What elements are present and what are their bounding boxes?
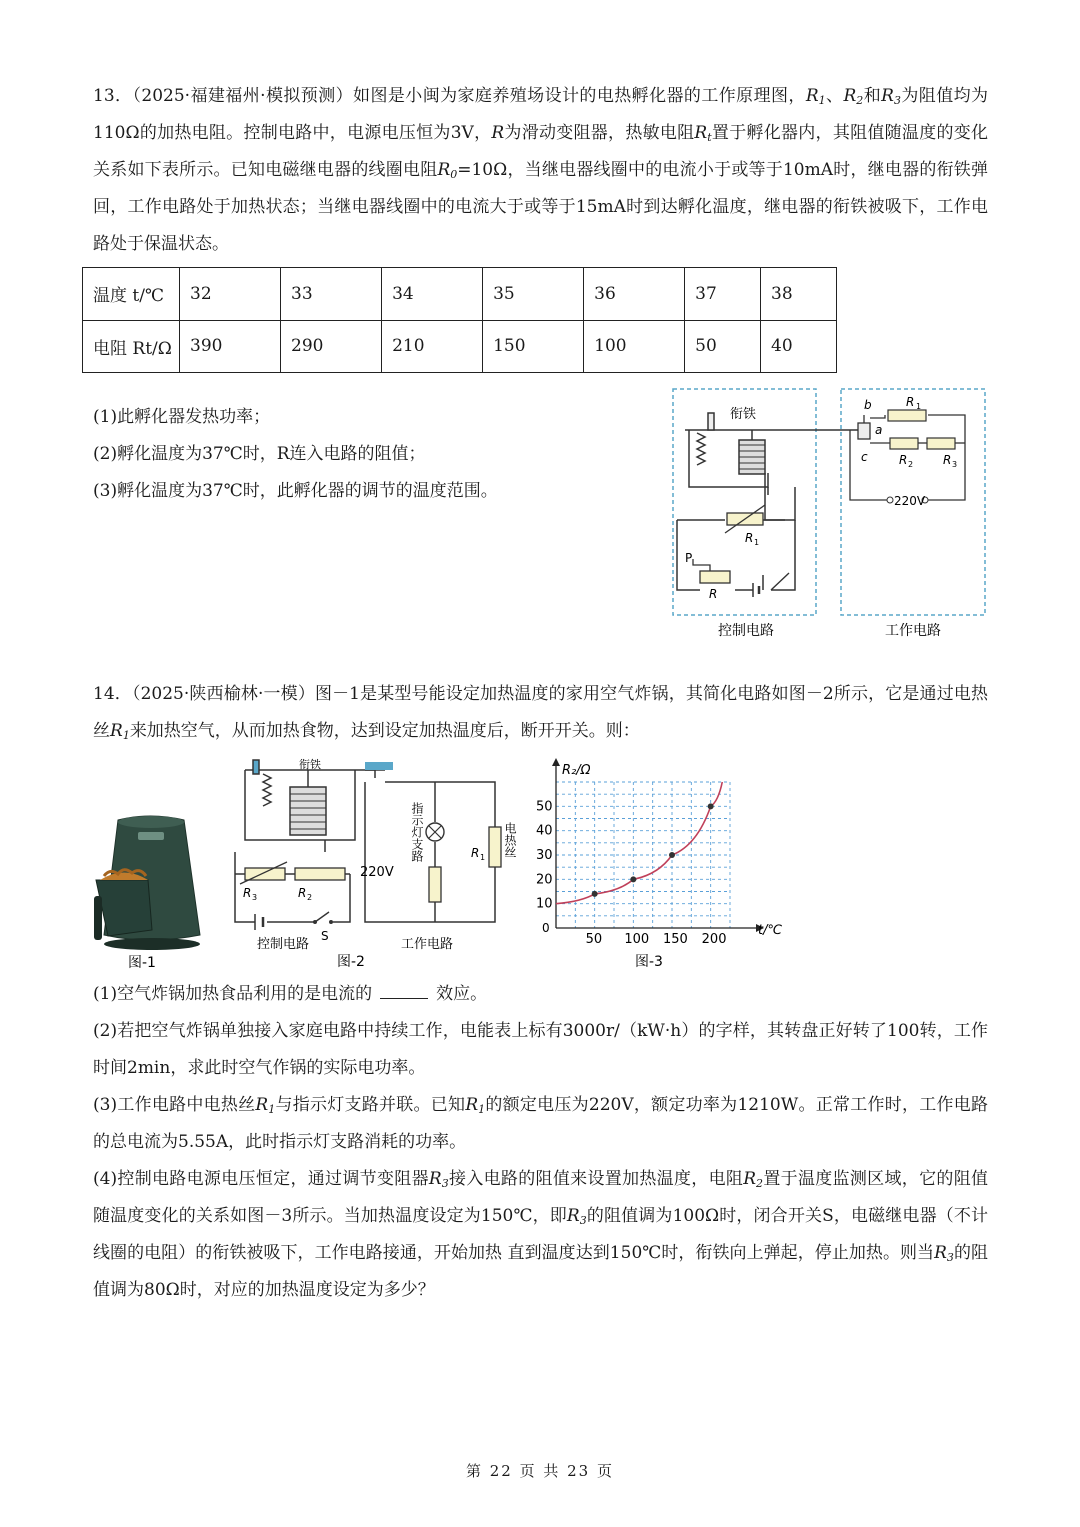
table-cell: 50 [685,320,761,373]
chart-origin-label: 0 [542,921,550,935]
fig2-caption: 图-2 [337,954,365,970]
label-work-circuit: 工作电路 [885,623,941,639]
chart-x-label: t/℃ [758,923,783,938]
q14-stem: 14．（2025·陕西榆林·一模）图－1是某型号能设定加热温度的家用空气炸锅，其简化电路如图－2所示，它是通过电热丝$R_1$来加热空气，从而加热食物，达到设定加热温度后，断开开关。则： [93,684,988,742]
label-control-circuit: 控制电路 [257,937,310,952]
q14-subquestions [93,976,988,1013]
chart-data-point [669,852,675,858]
air-fryer-circuit [225,752,525,972]
table-cell: 33 [281,268,382,321]
label-r1: R [745,531,754,545]
resistor-r2 [890,438,918,449]
table-cell: 150 [483,320,584,373]
x-tick-label: 100 [624,932,650,947]
slider-resistor-r [700,571,730,583]
label-work-circuit: 工作电路 [401,937,454,952]
chart-y-label: R₂/Ω [562,763,591,778]
q13-sub3: (3)孵化温度为37℃时，此孵化器的调节的温度范围。 [93,481,498,501]
q13-subquestions [93,399,498,510]
svg-text:1: 1 [916,402,922,411]
table-cell: 100 [584,320,685,373]
q13-number: 13． [93,86,133,106]
label-lamp-branch: 指示灯支路 [410,802,424,862]
svg-text:3: 3 [952,460,958,469]
table-cell: 210 [382,320,483,373]
y-tick-label: 50 [536,799,553,815]
x-tick-label: 200 [701,932,727,947]
chart-grid [556,782,730,928]
q14-sub1: (1)空气炸锅加热食品利用的是电流的 效应。 [93,984,488,1004]
q13-circuit-diagram [665,385,995,647]
page-footer: 第 22 页 共 23 页 [465,1462,614,1480]
x-tick-label: 150 [663,932,688,947]
table-cell: 38 [761,268,837,321]
label-220v: 220V [894,494,926,508]
label-220v: 220V [360,865,394,880]
q14-sub3: (3)工作电路中电热丝$R_1$与指示灯支路并联。已知$R_1$的额定电压为220V，额定功率为1210W。正常工作时，工作电路的总电流为5.55A，此时指示灯支路消耗的功率。 [93,1095,989,1152]
svg-text:1: 1 [754,538,760,547]
q13-sub1: (1)此孵化器发热功率； [93,407,271,427]
q13-stem: 13．（2025·福建福州·模拟预测）如图是小闽为家庭养殖场设计的电热孵化器的工作原理图，$R_1$、$R_2$和$R_3$为阻值均为110Ω的加热电阻。控制电路中，电源电压恒为3V，R为滑动变阻器，热敏电阻$R_t$置于孵化器内，其阻值随温度的变化关系如下表所示。已知电磁继电器的线圈电阻$R_0=10\Omega$，当继电器线圈中的电流小于或等于10mA时，继电器的衔铁弹回，工作电路处于加热状态；当继电器线圈中的电流大于或等于15mA时到达孵化温度，继电器的衔铁被吸下，工作电路处于保温状态。 [93,86,989,254]
fig1-caption: 图-1 [128,955,156,970]
label-armature: 衔铁 [730,407,757,422]
chart-data-point [630,876,636,882]
svg-text:R: R [943,453,952,467]
relay-contact [365,762,393,770]
table-cell: 37 [685,268,761,321]
resistor-r2 [295,868,345,880]
label-control-circuit: 控制电路 [718,623,774,639]
svg-text:1: 1 [480,853,486,862]
q13-sub2: (2)孵化温度为37℃时，R连入电路的阻值； [93,444,426,464]
answer-blank[interactable] [380,982,428,999]
svg-text:3: 3 [252,893,258,902]
resistor-r3 [927,438,955,449]
y-tick-label: 40 [536,823,553,839]
lamp-resistor [429,867,441,902]
q14-number: 14． [93,684,132,704]
table-cell: 35 [483,268,584,321]
label-armature: 衔铁 [299,758,321,771]
table-cell: 390 [180,320,281,373]
svg-text:R: R [471,846,480,860]
y-axis-arrow-icon [552,758,560,766]
table-cell: 40 [761,320,837,373]
q14-sub4: (4)控制电路电源电压恒定，通过调节变阻器$R_3$接入电路的阻值来设置加热温度，电阻$R_2$置于温度监测区域，它的阻值随温度变化的关系如图－3所示。当加热温度设定为150℃，即$R_3$的阻值调为100Ω时，闭合开关S，电磁继电器（不计线圈的电阻）的衔铁被吸下，工作电路接通，开始加热 直到温度达到150℃时，衔铁向上弹起，停止加热。则当$R_3$的阻值调为80Ω时，对应的加热温度设定为多少？ [93,1169,989,1300]
table-cell: 36 [584,268,685,321]
y-tick-label: 10 [536,896,553,912]
air-fryer-handle [94,896,102,940]
svg-text:R: R [298,886,307,900]
chart-data-point [592,891,598,897]
q13-source: （2025·福建福州·模拟预测） [132,86,354,106]
resistor-r1 [888,410,926,421]
label-s: S [321,929,329,943]
table-header-cell: 电阻 Rt/Ω [83,320,180,373]
table-cell: 34 [382,268,483,321]
heating-wire-r1 [489,827,501,867]
svg-text:R: R [899,453,908,467]
label-p: P [685,551,693,565]
svg-text:R: R [243,886,252,900]
x-tick-label: 50 [585,932,603,947]
temperature-resistance-table [82,267,837,373]
label-b: b [864,398,872,412]
table-row [83,320,837,373]
table-header-cell: 温度 t/℃ [83,268,180,321]
air-fryer-image [88,810,213,970]
label-r: R [709,587,718,601]
spring-icon [263,774,271,806]
table-row [83,268,837,321]
svg-text:2: 2 [908,460,914,469]
switch-icon [771,573,789,590]
r2-temperature-chart [530,752,790,972]
q14-source: （2025·陕西榆林·一模） [131,684,315,704]
label-a: a [875,423,883,437]
chart-data-point [708,803,714,809]
svg-text:R: R [906,395,915,409]
switch-s-icon [315,912,329,922]
table-cell: 290 [281,320,382,373]
spring-icon [697,433,705,465]
fig3-caption: 图-3 [635,954,663,970]
y-tick-label: 20 [536,872,553,888]
q14-sub2: (2)若把空气炸锅单独接入家庭电路中持续工作，电能表上标有3000r/（kW·h）的字样，其转盘正好转了100转，工作时间2min，求此时空气作锅的实际电功率。 [93,1021,988,1078]
y-tick-label: 30 [536,848,553,863]
label-heating-wire: 电热丝 [503,822,517,858]
svg-text:2: 2 [307,893,313,902]
table-cell: 32 [180,268,281,321]
label-c: c [861,450,868,464]
